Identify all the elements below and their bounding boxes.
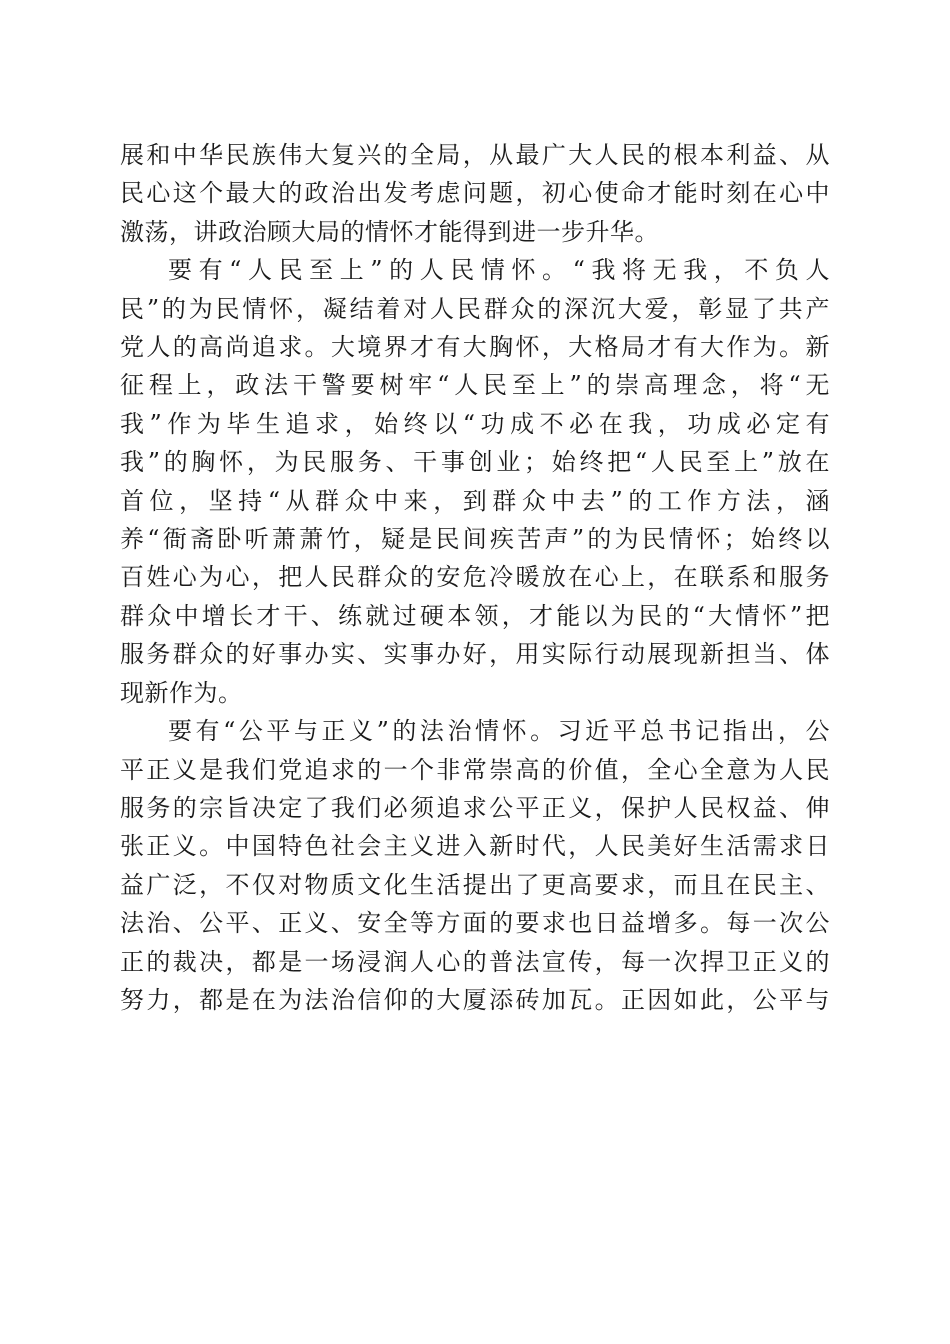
text-line: 征程上，政法干警要树牢“人民至上”的崇高理念，将“无 [120, 371, 830, 400]
text-line: 我”作为毕生追求，始终以“功成不必在我，功成必定有 [120, 409, 830, 438]
text-line: 百姓心为心，把人民群众的安危冷暖放在心上，在联系和服务 [120, 563, 830, 592]
text-line: 展和中华民族伟大复兴的全局，从最广大人民的根本利益、从 [120, 141, 830, 169]
text-line: 努力，都是在为法治信仰的大厦添砖加瓦。正因如此，公平与 [120, 985, 830, 1014]
text-line: 张正义。中国特色社会主义进入新时代，人民美好生活需求日 [120, 832, 830, 861]
paragraph-3 [120, 712, 830, 1019]
text-line: 我”的胸怀，为民服务、干事创业；始终把“人民至上”放在 [120, 448, 830, 477]
text-line: 首位，坚持“从群众中来，到群众中去”的工作方法，涵 [120, 486, 830, 515]
text-line: 服务群众的好事办实、实事办好，用实际行动展现新担当、体 [120, 640, 830, 669]
text-line: 法治、公平、正义、安全等方面的要求也日益增多。每一次公 [120, 909, 830, 938]
text-line: 民”的为民情怀，凝结着对人民群众的深沉大爱，彰显了共产 [120, 294, 830, 323]
text-line: 平正义是我们党追求的一个非常崇高的价值，全心全意为人民 [120, 755, 830, 784]
text-line: 服务的宗旨决定了我们必须追求公平正义，保护人民权益、伸 [120, 793, 830, 822]
text-line: 群众中增长才干、练就过硬本领，才能以为民的“大情怀”把 [120, 601, 830, 630]
paragraph-2 [120, 251, 830, 712]
text-line: 党人的高尚追求。大境界才有大胸怀，大格局才有大作为。新 [120, 333, 830, 362]
document-body [120, 136, 830, 1019]
text-line: 养“衙斋卧听萧萧竹，疑是民间疾苦声”的为民情怀；始终以 [120, 525, 830, 554]
text-line: 要有“公平与正义”的法治情怀。习近平总书记指出，公 [168, 717, 830, 746]
text-line: 激荡，讲政治顾大局的情怀才能得到进一步升华。 [120, 217, 659, 246]
paragraph-1 [120, 136, 830, 251]
text-line: 现新作为。 [120, 678, 243, 707]
text-line: 益广泛，不仅对物质文化生活提出了更高要求，而且在民主、 [120, 870, 830, 899]
text-line: 民心这个最大的政治出发考虑问题，初心使命才能时刻在心中 [120, 179, 830, 208]
text-line: 要有“人民至上”的人民情怀。“我将无我，不负人 [168, 256, 830, 285]
text-line: 正的裁决，都是一场浸润人心的普法宣传，每一次捍卫正义的 [120, 947, 830, 976]
